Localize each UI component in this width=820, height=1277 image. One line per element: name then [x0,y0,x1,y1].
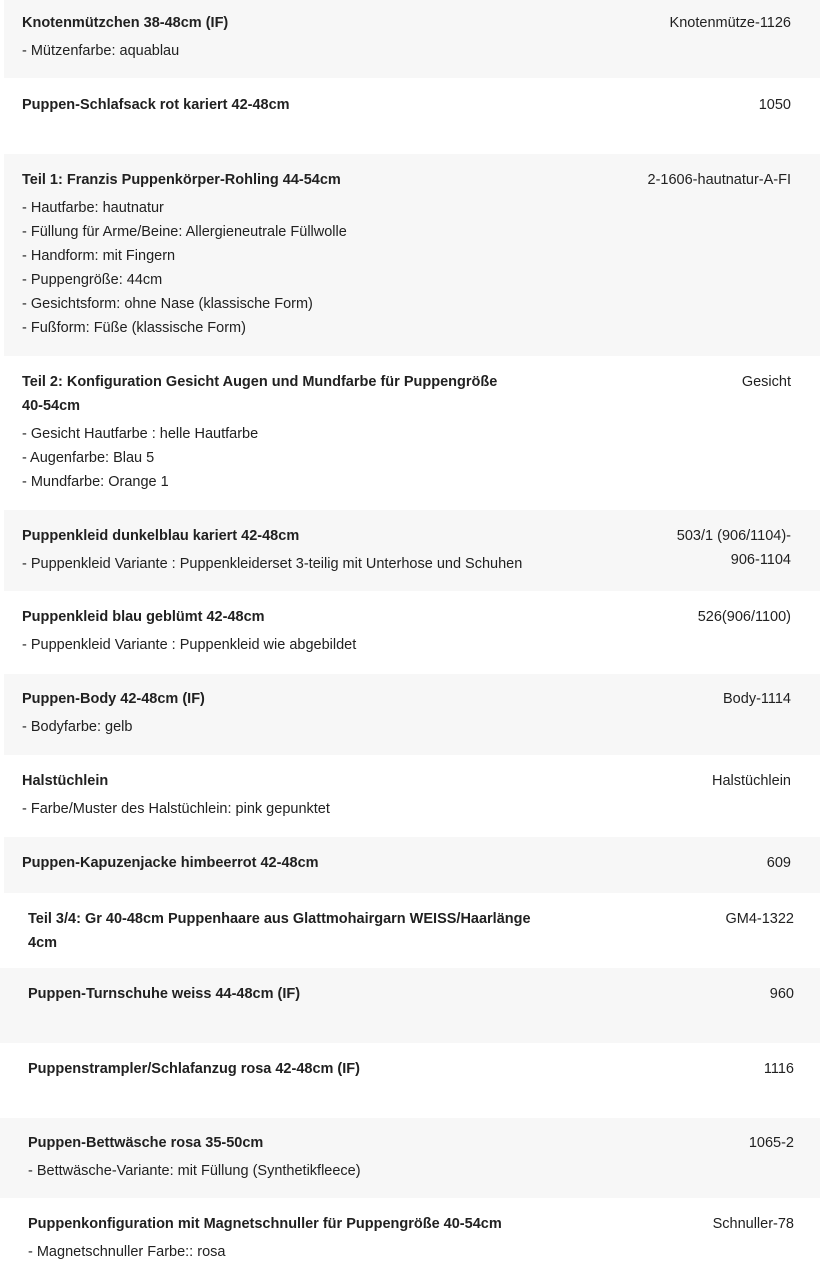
item-option: - Puppenkleid Variante : Puppenkleiderset 3-teilig mit Unterhose und Schuhen [22,556,523,572]
item-sku: Knotenmütze-1126 [669,15,791,31]
item-option: - Mützenfarbe: aquablau [22,43,180,59]
item-option: - Handform: mit Fingern [22,248,176,264]
order-item-row [0,968,820,1043]
order-item-row [4,755,820,837]
item-option: - Bettwäsche-Variante: mit Füllung (Synthetikfleece) [28,1163,361,1179]
item-sku: 960 [769,986,794,1002]
item-option: - Bodyfarbe: gelb [22,719,133,735]
item-option: - Augenfarbe: Blau 5 [22,450,155,466]
item-option: - Füllung für Arme/Beine: Allergieneutrale Füllwolle [22,224,347,240]
item-option: - Fußform: Füße (klassische Form) [22,320,246,336]
item-sku: 609 [766,855,791,871]
item-title: Puppen-Body 42-48cm (IF) [22,691,205,707]
item-title: Puppen-Bettwäsche rosa 35-50cm [28,1135,264,1151]
item-title: Teil 1: Franzis Puppenkörper-Rohling 44-54cm [22,172,341,188]
item-title: Puppenkonfiguration mit Magnetschnuller für Puppengröße 40-54cm [28,1216,502,1232]
item-title: Teil 2: Konfiguration Gesicht Augen und Mundfarbe für Puppengröße 40-54cm [22,374,498,414]
item-sku: Gesicht [741,374,791,390]
item-sku: Schnuller-78 [712,1216,794,1232]
item-title: Teil 3/4: Gr 40-48cm Puppenhaare aus Glattmohairgarn WEISS/Haarlänge 4cm [28,911,531,951]
order-item-row [4,510,820,591]
item-option: - Farbe/Muster des Halstüchlein: pink gepunktet [22,801,330,817]
order-item-row [0,1118,820,1198]
item-sku: GM4-1322 [725,911,794,927]
item-title: Puppen-Schlafsack rot kariert 42-48cm [22,97,290,113]
item-option: - Gesichtsform: ohne Nase (klassische Form) [22,296,313,312]
item-title: Halstüchlein [22,773,109,789]
item-option: - Magnetschnuller Farbe:: rosa [28,1244,226,1260]
order-item-row [10,893,820,968]
item-option: - Hautfarbe: hautnatur [22,200,164,216]
item-title: Puppenkleid blau geblümt 42-48cm [22,609,265,625]
item-sku: 1050 [758,97,791,113]
item-option: - Mundfarbe: Orange 1 [22,474,169,490]
item-option: - Puppengröße: 44cm [22,272,163,288]
order-item-row [0,1043,820,1118]
item-sku: 526(906/1100) [697,609,791,625]
order-item-row [4,356,820,510]
order-item-row [4,674,820,755]
item-sku: 1116 [763,1061,794,1077]
item-sku: 1065-2 [748,1135,794,1151]
order-item-row [4,78,820,154]
item-title: Puppen-Kapuzenjacke himbeerrot 42-48cm [22,855,319,871]
item-option: - Puppenkleid Variante : Puppenkleid wie abgebildet [22,637,357,653]
item-sku: 2-1606-hautnatur-A-FI [647,172,791,188]
order-item-row [4,154,820,356]
item-sku: 906-1104 [730,552,791,568]
item-sku: Body-1114 [723,691,791,707]
item-option: - Gesicht Hautfarbe : helle Hautfarbe [22,426,259,442]
item-title: Knotenmützchen 38-48cm (IF) [22,15,229,31]
item-title: Puppen-Turnschuhe weiss 44-48cm (IF) [28,986,301,1002]
item-sku: Halstüchlein [712,773,791,789]
item-title: Puppenstrampler/Schlafanzug rosa 42-48cm (IF) [28,1061,360,1077]
order-item-row [4,0,820,78]
item-title: Puppenkleid dunkelblau kariert 42-48cm [22,528,300,544]
order-item-row [4,591,820,674]
item-sku: 503/1 (906/1104)- [676,528,791,544]
order-item-row [4,837,820,893]
order-item-row [0,1198,820,1277]
